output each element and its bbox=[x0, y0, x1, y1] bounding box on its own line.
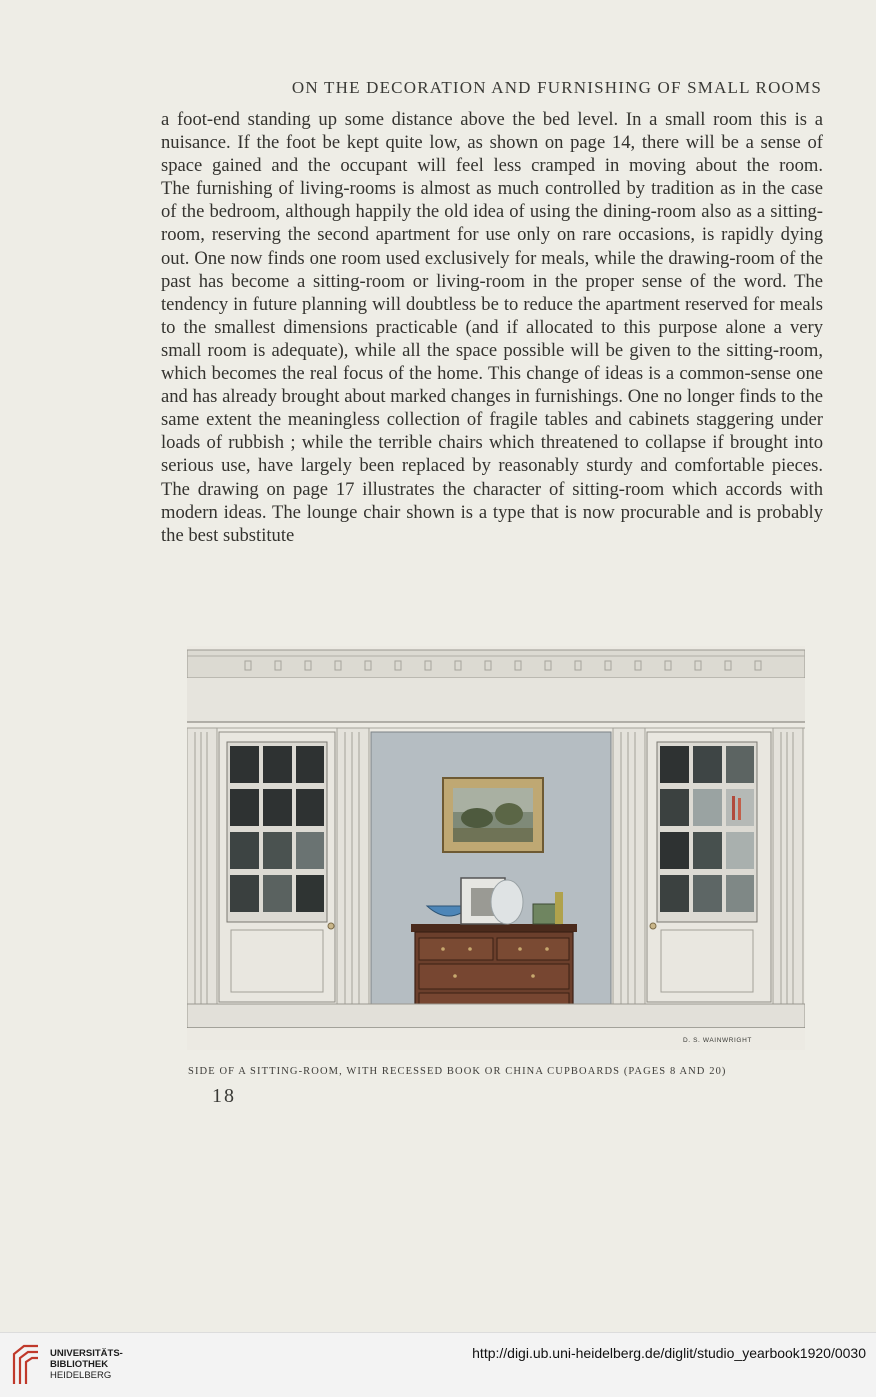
library-name: UNIVERSITÄTS- BIBLIOTHEK HEIDELBERG bbox=[50, 1348, 123, 1381]
artist-signature: D. S. WAINWRIGHT bbox=[683, 1037, 752, 1044]
running-head: ON THE DECORATION AND FURNISHING OF SMALL ROOMS bbox=[291, 78, 822, 97]
permalink-url[interactable]: http://digi.ub.uni-heidelberg.de/diglit/studio_yearbook1920/0030 bbox=[472, 1345, 866, 1361]
page-number: 18 bbox=[212, 1085, 236, 1107]
right-cupboard-door bbox=[647, 732, 771, 1002]
sitting-room-illustration bbox=[187, 646, 805, 1050]
left-cupboard-door bbox=[219, 732, 335, 1002]
paragraph-1: a foot-end standing up some distance above the bed level. In a small room this is a nuisance. If the foot be kept quite low, as shown on page 14, there will be a sense of space gained and the occupant will feel less cramped in moving about the room. bbox=[161, 109, 823, 177]
paragraph-2: The furnishing of living-rooms is almost as much controlled by tradition as in the case of the bedroom, although happily the old idea of using the dining-room also as a sitting-room, reserving the second apartment for use only on rare occasions, is rapidly dying out. One now finds one room used exclusively for meals, while the drawing-room of the past has become a sitting-room or living-room in the proper sense of the word. The tendency in future planning will doubtless be to reduce the apartment reserved for meals to the smallest dimensions practicable (and if allocated to this purpose alone a very small room is adequate), while all the space possible will be given to the sitting-room, which becomes the real focus of the home. This change of ideas is a common-sense one and has already brought about marked changes in furnishings. One no longer finds to the same extent the meaningless collection of fragile tables and cabinets staggering under loads of rubbish ; while the terrible chairs which threatened to collapse if brought into serious use, have largely been replaced by reasonably sturdy and comfortable pieces. The drawing on page 17 illustrates the character of sitting-room which accords with modern ideas. The lounge chair shown is a type that is now procurable and is probably the best substitute bbox=[161, 178, 823, 546]
illustration-caption: SIDE OF A SITTING-ROOM, WITH RECESSED BOOK OR CHINA CUPBOARDS (PAGES 8 AND 20) bbox=[188, 1066, 727, 1077]
digitization-footer bbox=[0, 1332, 876, 1397]
cornice bbox=[187, 650, 805, 678]
framed-landscape-picture bbox=[443, 778, 543, 852]
body-text bbox=[161, 108, 823, 547]
heidelberg-library-logo-icon bbox=[10, 1344, 42, 1386]
